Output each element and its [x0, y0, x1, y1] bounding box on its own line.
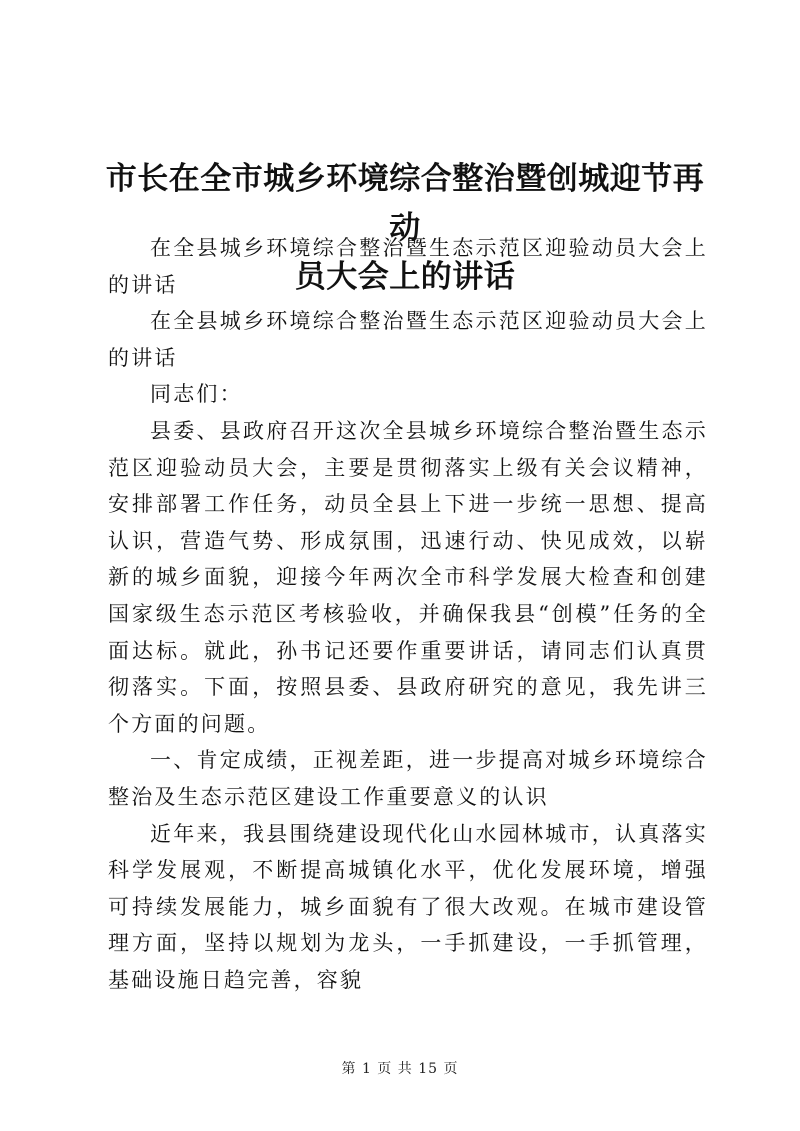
body-paragraph: 县委、县政府召开这次全县城乡环境综合整治暨生态示范区迎验动员大会，主要是贯彻落实上级有关会议精神，安排部署工作任务，动员全县上下进一步统一思想、提高认识，营造气势、形成氛围，迅速行动、快见成效，以崭新的城乡面貌，迎接今年两次全市科学发展大检查和创建国家级生态示范区考核验收，并确保我县“创模”任务的全面达标。就此，孙书记还要作重要讲话，请同志们认真贯彻落实。下面，按照县委、县政府研究的意见，我先讲三个方面的问题。 [108, 418, 708, 736]
page-footer: 第 1 页 共 15 页 [341, 1061, 459, 1077]
document-body [108, 230, 708, 998]
section-heading: 一、肯定成绩，正视差距，进一步提高对城乡环境综合整治及生态示范区建设工作重要意义的认识 [108, 748, 708, 809]
title-line-2: 员大会上的讲话 [294, 258, 516, 295]
subtitle-paragraph: 在全县城乡环境综合整治暨生态示范区迎验动员大会上的讲话 [108, 236, 708, 297]
title-line-1: 市长在全市城乡环境综合整治暨创城迎节再动 [105, 160, 705, 246]
salutation: 同志们： [150, 382, 243, 407]
body-paragraph: 近年来，我县围绕建设现代化山水园林城市，认真落实科学发展观，不断提高城镇化水平，优化发展环境，增强可持续发展能力，城乡面貌有了很大改观。在城市建设管理方面，坚持以规划为龙头，一手抓建设，一手抓管理，基础设施日趋完善，容貌 [108, 821, 708, 992]
subtitle-paragraph-repeat: 在全县城乡环境综合整治暨生态示范区迎验动员大会上的讲话 [108, 309, 708, 370]
